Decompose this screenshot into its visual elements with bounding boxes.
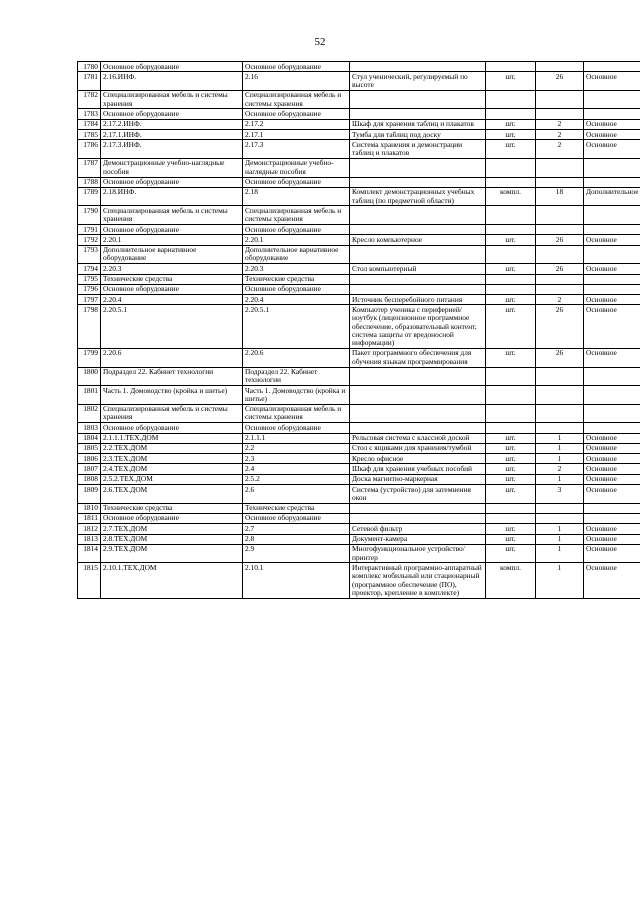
code-cell: 2.20.1 xyxy=(101,235,243,245)
equipment-type-cell xyxy=(584,225,640,235)
section-cell: 2.17.2 xyxy=(243,119,350,129)
item-name-cell: Компьютер ученика с периферией/ноутбук (лицензионное программное обеспечение, образовательный контент, система защиты от вредоносной информации) xyxy=(350,305,486,348)
section-cell: 2.20.1 xyxy=(243,235,350,245)
item-name-cell: Доска магнитно-маркерная xyxy=(350,474,486,484)
equipment-type-cell: Дополнительное xyxy=(584,187,640,206)
unit-cell: шт. xyxy=(486,305,536,348)
section-cell: Основное оборудование xyxy=(243,109,350,119)
equipment-type-cell: Основное xyxy=(584,485,640,504)
row-number-cell: 1811 xyxy=(78,513,101,523)
equipment-type-cell: Основное xyxy=(584,348,640,367)
table-row xyxy=(78,474,640,484)
equipment-type-cell xyxy=(584,109,640,119)
table-row xyxy=(78,443,640,453)
section-cell: 2.3 xyxy=(243,454,350,464)
row-number-cell: 1813 xyxy=(78,534,101,544)
quantity-cell xyxy=(536,206,584,225)
table-row xyxy=(78,264,640,274)
unit-cell xyxy=(486,284,536,294)
code-cell: Часть 1. Домоводство (кройка и шитье) xyxy=(101,386,243,405)
unit-cell: шт. xyxy=(486,544,536,563)
quantity-cell: 1 xyxy=(536,454,584,464)
code-cell: Специализированная мебель и системы хранения xyxy=(101,404,243,423)
row-number-cell: 1792 xyxy=(78,235,101,245)
section-cell: Основное оборудование xyxy=(243,513,350,523)
section-cell: Специализированная мебель и системы хранения xyxy=(243,404,350,423)
quantity-cell xyxy=(536,284,584,294)
item-name-cell xyxy=(350,367,486,386)
table-row xyxy=(78,187,640,206)
item-name-cell: Интерактивный программно-аппаратный комплекс мобильный или стационарный (программное обеспечение (ПО), проектор, крепление в комплекте) xyxy=(350,563,486,598)
code-cell: 2.17.3.ИНФ. xyxy=(101,140,243,159)
item-name-cell xyxy=(350,177,486,187)
equipment-table-body xyxy=(78,62,640,599)
item-name-cell xyxy=(350,284,486,294)
table-row xyxy=(78,225,640,235)
unit-cell xyxy=(486,206,536,225)
unit-cell xyxy=(486,62,536,72)
section-cell: Технические средства xyxy=(243,503,350,513)
quantity-cell xyxy=(536,90,584,109)
quantity-cell xyxy=(536,386,584,405)
table-row xyxy=(78,544,640,563)
equipment-type-cell: Основное xyxy=(584,235,640,245)
section-cell: Основное оборудование xyxy=(243,62,350,72)
code-cell: 2.18.ИНФ. xyxy=(101,187,243,206)
code-cell: Основное оборудование xyxy=(101,177,243,187)
code-cell: 2.20.5.1 xyxy=(101,305,243,348)
table-row xyxy=(78,295,640,305)
equipment-type-cell xyxy=(584,367,640,386)
table-row xyxy=(78,119,640,129)
table-row xyxy=(78,62,640,72)
equipment-type-cell: Основное xyxy=(584,534,640,544)
code-cell: 2.16.ИНФ. xyxy=(101,72,243,91)
equipment-type-cell: Основное xyxy=(584,563,640,598)
table-row xyxy=(78,534,640,544)
quantity-cell xyxy=(536,109,584,119)
equipment-type-cell xyxy=(584,245,640,264)
equipment-type-cell: Основное xyxy=(584,464,640,474)
item-name-cell xyxy=(350,513,486,523)
equipment-type-cell xyxy=(584,513,640,523)
section-cell: 2.17.1 xyxy=(243,130,350,140)
quantity-cell: 1 xyxy=(536,433,584,443)
section-cell: 2.2 xyxy=(243,443,350,453)
code-cell: Специализированная мебель и системы хранения xyxy=(101,90,243,109)
equipment-type-cell xyxy=(584,206,640,225)
unit-cell: шт. xyxy=(486,130,536,140)
table-row xyxy=(78,109,640,119)
row-number-cell: 1796 xyxy=(78,284,101,294)
quantity-cell: 1 xyxy=(536,443,584,453)
section-cell: Основное оборудование xyxy=(243,177,350,187)
section-cell: 2.7 xyxy=(243,524,350,534)
unit-cell xyxy=(486,225,536,235)
table-row xyxy=(78,386,640,405)
code-cell: Основное оборудование xyxy=(101,284,243,294)
row-number-cell: 1798 xyxy=(78,305,101,348)
equipment-type-cell xyxy=(584,423,640,433)
section-cell: Основное оборудование xyxy=(243,423,350,433)
unit-cell: шт. xyxy=(486,485,536,504)
code-cell: 2.17.2.ИНФ. xyxy=(101,119,243,129)
unit-cell: шт. xyxy=(486,264,536,274)
unit-cell: шт. xyxy=(486,295,536,305)
unit-cell: шт. xyxy=(486,454,536,464)
equipment-type-cell: Основное xyxy=(584,443,640,453)
unit-cell xyxy=(486,274,536,284)
item-name-cell xyxy=(350,158,486,177)
section-cell: 2.9 xyxy=(243,544,350,563)
item-name-cell: Стул ученический, регулируемый по высоте xyxy=(350,72,486,91)
item-name-cell: Шкаф для хранения учебных пособий xyxy=(350,464,486,474)
row-number-cell: 1794 xyxy=(78,264,101,274)
section-cell: 2.5.2 xyxy=(243,474,350,484)
equipment-table xyxy=(77,61,640,599)
unit-cell: компл. xyxy=(486,563,536,598)
table-row xyxy=(78,563,640,598)
table-row xyxy=(78,235,640,245)
code-cell: 2.9.ТЕХ.ДОМ xyxy=(101,544,243,563)
unit-cell xyxy=(486,503,536,513)
table-row xyxy=(78,348,640,367)
code-cell: Технические средства xyxy=(101,503,243,513)
item-name-cell: Кресло компьютерное xyxy=(350,235,486,245)
unit-cell xyxy=(486,367,536,386)
item-name-cell: Стол компьютерный xyxy=(350,264,486,274)
code-cell: Подраздел 22. Кабинет технологии xyxy=(101,367,243,386)
row-number-cell: 1800 xyxy=(78,367,101,386)
equipment-type-cell: Основное xyxy=(584,264,640,274)
unit-cell: шт. xyxy=(486,348,536,367)
quantity-cell: 2 xyxy=(536,119,584,129)
table-row xyxy=(78,72,640,91)
table-row xyxy=(78,433,640,443)
item-name-cell xyxy=(350,225,486,235)
item-name-cell xyxy=(350,245,486,264)
row-number-cell: 1783 xyxy=(78,109,101,119)
row-number-cell: 1784 xyxy=(78,119,101,129)
unit-cell: шт. xyxy=(486,474,536,484)
row-number-cell: 1799 xyxy=(78,348,101,367)
row-number-cell: 1786 xyxy=(78,140,101,159)
unit-cell xyxy=(486,404,536,423)
table-row xyxy=(78,158,640,177)
quantity-cell xyxy=(536,274,584,284)
item-name-cell xyxy=(350,386,486,405)
row-number-cell: 1787 xyxy=(78,158,101,177)
section-cell: Дополнительное вариативное оборудование xyxy=(243,245,350,264)
code-cell: 2.10.1.ТЕХ.ДОМ xyxy=(101,563,243,598)
unit-cell xyxy=(486,386,536,405)
table-row xyxy=(78,464,640,474)
table-row xyxy=(78,206,640,225)
section-cell: 2.20.4 xyxy=(243,295,350,305)
code-cell: Основное оборудование xyxy=(101,423,243,433)
table-row xyxy=(78,513,640,523)
equipment-type-cell: Основное xyxy=(584,119,640,129)
quantity-cell: 2 xyxy=(536,464,584,474)
row-number-cell: 1785 xyxy=(78,130,101,140)
row-number-cell: 1809 xyxy=(78,485,101,504)
item-name-cell xyxy=(350,503,486,513)
section-cell: Специализированная мебель и системы хранения xyxy=(243,206,350,225)
table-row xyxy=(78,485,640,504)
unit-cell: шт. xyxy=(486,433,536,443)
code-cell: 2.8.ТЕХ.ДОМ xyxy=(101,534,243,544)
row-number-cell: 1810 xyxy=(78,503,101,513)
row-number-cell: 1789 xyxy=(78,187,101,206)
row-number-cell: 1795 xyxy=(78,274,101,284)
unit-cell xyxy=(486,245,536,264)
code-cell: Технические средства xyxy=(101,274,243,284)
equipment-type-cell: Основное xyxy=(584,433,640,443)
item-name-cell xyxy=(350,404,486,423)
table-row xyxy=(78,274,640,284)
quantity-cell xyxy=(536,367,584,386)
row-number-cell: 1780 xyxy=(78,62,101,72)
section-cell: Основное оборудование xyxy=(243,284,350,294)
quantity-cell: 1 xyxy=(536,544,584,563)
unit-cell xyxy=(486,513,536,523)
item-name-cell: Стол с ящиками для хранения/тумбой xyxy=(350,443,486,453)
quantity-cell xyxy=(536,245,584,264)
table-row xyxy=(78,177,640,187)
equipment-type-cell: Основное xyxy=(584,544,640,563)
code-cell: 2.5.2.ТЕХ.ДОМ xyxy=(101,474,243,484)
section-cell: 2.20.3 xyxy=(243,264,350,274)
code-cell: 2.1.1.1.ТЕХ.ДОМ xyxy=(101,433,243,443)
row-number-cell: 1782 xyxy=(78,90,101,109)
equipment-type-cell: Основное xyxy=(584,130,640,140)
section-cell: Демонстрационные учебно-наглядные пособия xyxy=(243,158,350,177)
unit-cell xyxy=(486,177,536,187)
equipment-type-cell xyxy=(584,90,640,109)
row-number-cell: 1815 xyxy=(78,563,101,598)
item-name-cell xyxy=(350,90,486,109)
quantity-cell: 1 xyxy=(536,534,584,544)
code-cell: 2.17.1.ИНФ. xyxy=(101,130,243,140)
quantity-cell: 2 xyxy=(536,130,584,140)
quantity-cell: 26 xyxy=(536,264,584,274)
table-row xyxy=(78,367,640,386)
section-cell: Специализированная мебель и системы хранения xyxy=(243,90,350,109)
page-number: 52 xyxy=(314,36,326,48)
quantity-cell xyxy=(536,62,584,72)
quantity-cell: 26 xyxy=(536,235,584,245)
code-cell: 2.20.6 xyxy=(101,348,243,367)
quantity-cell xyxy=(536,404,584,423)
item-name-cell: Пакет программного обеспечения для обучения языкам программирования xyxy=(350,348,486,367)
item-name-cell xyxy=(350,62,486,72)
section-cell: Основное оборудование xyxy=(243,225,350,235)
quantity-cell: 26 xyxy=(536,348,584,367)
section-cell: 2.20.6 xyxy=(243,348,350,367)
code-cell: Дополнительное вариативное оборудование xyxy=(101,245,243,264)
unit-cell: шт. xyxy=(486,119,536,129)
equipment-type-cell xyxy=(584,386,640,405)
quantity-cell: 3 xyxy=(536,485,584,504)
table-row xyxy=(78,404,640,423)
row-number-cell: 1797 xyxy=(78,295,101,305)
section-cell: 2.18 xyxy=(243,187,350,206)
item-name-cell: Многофункциональное устройство/принтер xyxy=(350,544,486,563)
item-name-cell: Тумба для таблиц под доску xyxy=(350,130,486,140)
equipment-type-cell: Основное xyxy=(584,140,640,159)
section-cell: 2.10.1 xyxy=(243,563,350,598)
item-name-cell: Комплект демонстрационных учебных таблиц (по предметной области) xyxy=(350,187,486,206)
unit-cell xyxy=(486,109,536,119)
row-number-cell: 1793 xyxy=(78,245,101,264)
code-cell: Основное оборудование xyxy=(101,62,243,72)
unit-cell: шт. xyxy=(486,464,536,474)
code-cell: Основное оборудование xyxy=(101,225,243,235)
section-cell: Часть 1. Домоводство (кройка и шитье) xyxy=(243,386,350,405)
row-number-cell: 1781 xyxy=(78,72,101,91)
item-name-cell: Рельсовая система с классной доской xyxy=(350,433,486,443)
row-number-cell: 1805 xyxy=(78,443,101,453)
table-row xyxy=(78,503,640,513)
section-cell: Подраздел 22. Кабинет технологии xyxy=(243,367,350,386)
row-number-cell: 1814 xyxy=(78,544,101,563)
equipment-type-cell: Основное xyxy=(584,295,640,305)
equipment-type-cell xyxy=(584,284,640,294)
row-number-cell: 1802 xyxy=(78,404,101,423)
row-number-cell: 1791 xyxy=(78,225,101,235)
item-name-cell: Сетевой фильтр xyxy=(350,524,486,534)
quantity-cell: 1 xyxy=(536,524,584,534)
code-cell: Демонстрационные учебно-наглядные пособия xyxy=(101,158,243,177)
equipment-type-cell: Основное xyxy=(584,524,640,534)
quantity-cell: 26 xyxy=(536,72,584,91)
code-cell: Специализированная мебель и системы хранения xyxy=(101,206,243,225)
quantity-cell: 1 xyxy=(536,474,584,484)
row-number-cell: 1807 xyxy=(78,464,101,474)
quantity-cell xyxy=(536,513,584,523)
item-name-cell xyxy=(350,109,486,119)
table-row xyxy=(78,90,640,109)
table-row xyxy=(78,130,640,140)
quantity-cell: 2 xyxy=(536,295,584,305)
unit-cell: шт. xyxy=(486,534,536,544)
code-cell: 2.7.ТЕХ.ДОМ xyxy=(101,524,243,534)
table-row xyxy=(78,305,640,348)
equipment-type-cell: Основное xyxy=(584,72,640,91)
equipment-type-cell: Основное xyxy=(584,474,640,484)
section-cell: 2.8 xyxy=(243,534,350,544)
quantity-cell xyxy=(536,503,584,513)
item-name-cell: Система (устройство) для затемнения окон xyxy=(350,485,486,504)
code-cell: 2.20.4 xyxy=(101,295,243,305)
section-cell: 2.1.1.1 xyxy=(243,433,350,443)
item-name-cell xyxy=(350,423,486,433)
item-name-cell: Источник бесперебойного питания xyxy=(350,295,486,305)
equipment-type-cell xyxy=(584,177,640,187)
table-row xyxy=(78,454,640,464)
equipment-type-cell xyxy=(584,158,640,177)
equipment-type-cell: Основное xyxy=(584,305,640,348)
table-row xyxy=(78,284,640,294)
quantity-cell: 26 xyxy=(536,305,584,348)
code-cell: 2.2.ТЕХ.ДОМ xyxy=(101,443,243,453)
table-row xyxy=(78,140,640,159)
unit-cell xyxy=(486,90,536,109)
unit-cell: шт. xyxy=(486,72,536,91)
quantity-cell xyxy=(536,423,584,433)
item-name-cell xyxy=(350,274,486,284)
item-name-cell xyxy=(350,206,486,225)
row-number-cell: 1812 xyxy=(78,524,101,534)
unit-cell xyxy=(486,423,536,433)
item-name-cell: Система хранения и демонстрации таблиц и плакатов xyxy=(350,140,486,159)
unit-cell: компл. xyxy=(486,187,536,206)
unit-cell: шт. xyxy=(486,235,536,245)
quantity-cell: 2 xyxy=(536,140,584,159)
row-number-cell: 1801 xyxy=(78,386,101,405)
unit-cell: шт. xyxy=(486,524,536,534)
section-cell: Технические средства xyxy=(243,274,350,284)
quantity-cell: 18 xyxy=(536,187,584,206)
quantity-cell xyxy=(536,158,584,177)
row-number-cell: 1808 xyxy=(78,474,101,484)
row-number-cell: 1804 xyxy=(78,433,101,443)
code-cell: Основное оборудование xyxy=(101,513,243,523)
item-name-cell: Шкаф для хранения таблиц и плакатов xyxy=(350,119,486,129)
section-cell: 2.20.5.1 xyxy=(243,305,350,348)
row-number-cell: 1790 xyxy=(78,206,101,225)
equipment-type-cell xyxy=(584,503,640,513)
unit-cell xyxy=(486,158,536,177)
section-cell: 2.17.3 xyxy=(243,140,350,159)
table-row xyxy=(78,524,640,534)
item-name-cell: Кресло офисное xyxy=(350,454,486,464)
quantity-cell xyxy=(536,177,584,187)
code-cell: 2.3.ТЕХ.ДОМ xyxy=(101,454,243,464)
section-cell: 2.4 xyxy=(243,464,350,474)
unit-cell: шт. xyxy=(486,140,536,159)
row-number-cell: 1806 xyxy=(78,454,101,464)
section-cell: 2.6 xyxy=(243,485,350,504)
equipment-type-cell xyxy=(584,274,640,284)
quantity-cell: 1 xyxy=(536,563,584,598)
section-cell: 2.16 xyxy=(243,72,350,91)
row-number-cell: 1788 xyxy=(78,177,101,187)
unit-cell: шт. xyxy=(486,443,536,453)
equipment-type-cell xyxy=(584,404,640,423)
equipment-type-cell: Основное xyxy=(584,454,640,464)
code-cell: 2.6.ТЕХ.ДОМ xyxy=(101,485,243,504)
equipment-type-cell xyxy=(584,62,640,72)
code-cell: Основное оборудование xyxy=(101,109,243,119)
item-name-cell: Документ-камера xyxy=(350,534,486,544)
quantity-cell xyxy=(536,225,584,235)
code-cell: 2.4.ТЕХ.ДОМ xyxy=(101,464,243,474)
code-cell: 2.20.3 xyxy=(101,264,243,274)
table-row xyxy=(78,245,640,264)
row-number-cell: 1803 xyxy=(78,423,101,433)
table-row xyxy=(78,423,640,433)
